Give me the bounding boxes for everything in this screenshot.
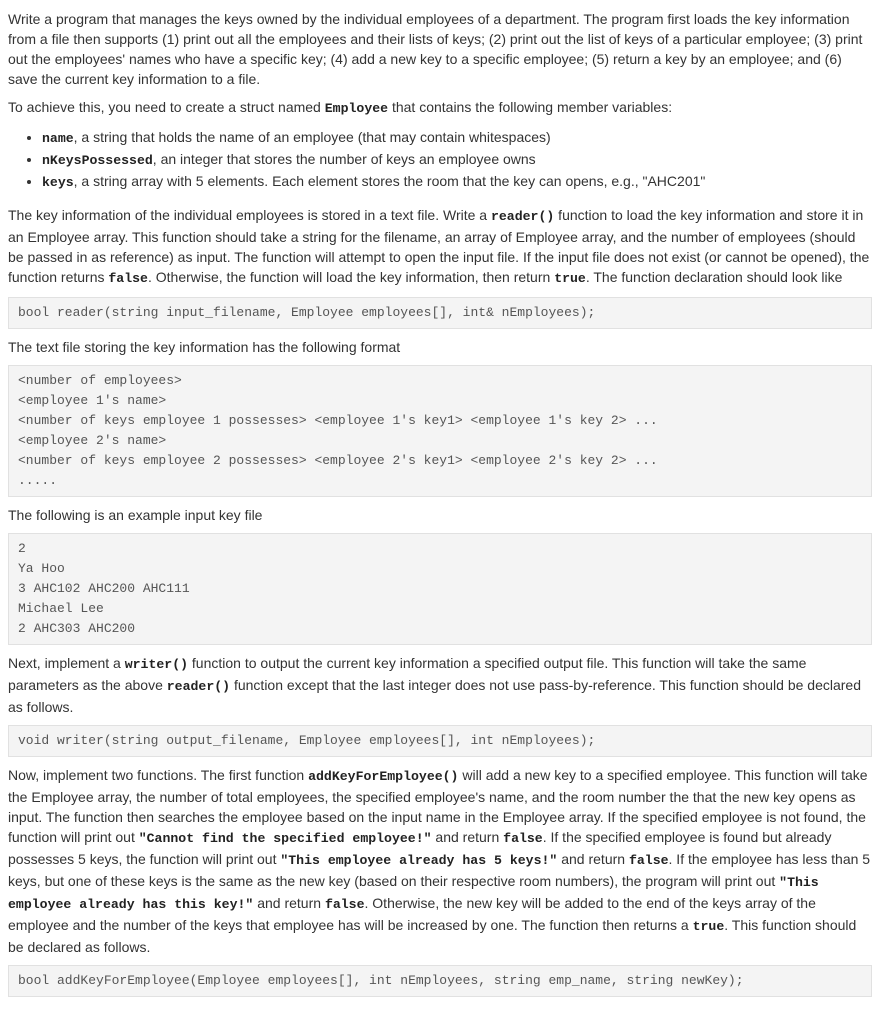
false-code: false (628, 853, 669, 868)
false-code: false (324, 897, 365, 912)
example-intro: The following is an example input key file (8, 507, 263, 523)
writer-text-2: function to output the current key information a specified output file. This function will take the same parameters as the above (8, 655, 807, 693)
format-code-block: <number of employees> <employee 1's name> <number of keys employee 1 possesses> <employee 1's key1> <employee 1's key 2> ... <employee 2's name> <number of keys employee 2 possesses> <employee 2's key1> <employee 2's key 2> ... ..... (8, 365, 872, 497)
addkey-text-8: . Otherwise, the new key will be added to the end of the keys array of the employee and the number of the keys that employee has will be increased by one. The function then returns a (8, 895, 816, 933)
addkey-text-5: and return (557, 851, 629, 867)
reader-text-3: . Otherwise, the function will load the key information, then return (147, 269, 555, 285)
example-code-block: 2 Ya Hoo 3 AHC102 AHC200 AHC111 Michael Lee 2 AHC303 AHC200 (8, 533, 872, 645)
member-desc: , a string array with 5 elements. Each element stores the room that the key can opens, e.g., "AHC201" (73, 173, 706, 189)
struct-name-code: Employee (324, 101, 389, 116)
intro-paragraph: Write a program that manages the keys owned by the individual employees of a department. The program first loads the key information from a file then supports (1) print out all the employees and their lists of keys; (2) print out the list of keys of a particular employee; (3) print out the employees' names who have a specific key; (4) add a new key to a specific employee; (5) return a key by an employee; and (6) save the current key information to a file. (8, 11, 863, 87)
member-code: nKeysPossessed (42, 153, 153, 168)
true-code: true (554, 271, 586, 286)
member-desc: , an integer that stores the number of keys an employee owns (152, 151, 536, 167)
reader-declaration-code: bool reader(string input_filename, Employee employees[], int& nEmployees); (8, 297, 872, 329)
struct-text-2: that contains the following member variables: (388, 99, 673, 115)
member-item-name (42, 127, 872, 149)
message-code: "Cannot find the specified employee!" (138, 831, 432, 846)
member-code: keys (42, 175, 74, 190)
reader-func-code: reader() (490, 209, 555, 224)
reader-text-2: function to load the key information and store it in an Employee array. This function should take a string for the filename, an array of Employee array, and the number of employees (should be passed in as reference) as input. The function will attempt to open the input file. If the input file does not exist (or cannot be opened), the function returns (8, 207, 870, 285)
writer-declaration-code: void writer(string output_filename, Employee employees[], int nEmployees); (8, 725, 872, 757)
reader-text-1: The key information of the individual employees is stored in a text file. Write a (8, 207, 491, 223)
writer-func-code: writer() (124, 657, 189, 672)
writer-text-3: function except that the last integer does not use pass-by-reference. This function should be declared as follows. (8, 677, 861, 715)
addkey-text-1: Now, implement two functions. The first function (8, 767, 309, 783)
reader-text-4: . The function declaration should look like (585, 269, 843, 285)
false-code: false (108, 271, 148, 286)
addkey-text-9: . This function should be declared as follows. (8, 917, 857, 955)
member-desc: , a string that holds the name of an employee (that may contain whitespaces) (73, 129, 551, 145)
message-code: "This employee already has 5 keys!" (280, 853, 558, 868)
addkey-text-6: . If the employee has less than 5 keys, but one of these keys is the same as the new key (based on their respective room numbers), the program will print out (8, 851, 871, 889)
reader-paragraph (8, 205, 872, 289)
writer-text-1: Next, implement a (8, 655, 125, 671)
false-code: false (503, 831, 543, 846)
addkey-paragraph (8, 765, 872, 957)
addkey-declaration-code: bool addKeyForEmployee(Employee employees[], int nEmployees, string emp_name, string newKey); (8, 965, 872, 997)
addkey-text-7: and return (253, 895, 325, 911)
format-intro: The text file storing the key information has the following format (8, 339, 401, 355)
writer-paragraph (8, 653, 872, 717)
struct-text-1: To achieve this, you need to create a struct named (8, 99, 325, 115)
addkey-text-2: will add a new key to a specified employee. This function will take the Employee array, the number of total employees, the specified employee's name, and the room number the that the new key opens as input. The function then searches the employee based on the input name in the Employee array. If the specified employee is not found, the function will print out (8, 767, 868, 845)
true-code: true (692, 919, 725, 934)
addkey-text-3: and return (431, 829, 504, 845)
member-list (8, 127, 872, 193)
message-code: "This employee already has this key!" (8, 875, 819, 912)
struct-paragraph (8, 97, 872, 119)
addkey-text-4: . If the specified employee is found but already possesses 5 keys, the function will print out (8, 829, 832, 867)
member-item-keys (42, 171, 872, 193)
reader-func-code: reader() (166, 679, 231, 694)
member-code: name (42, 131, 74, 146)
addkey-func-code: addKeyForEmployee() (308, 769, 459, 784)
member-item-nkeys (42, 149, 872, 171)
